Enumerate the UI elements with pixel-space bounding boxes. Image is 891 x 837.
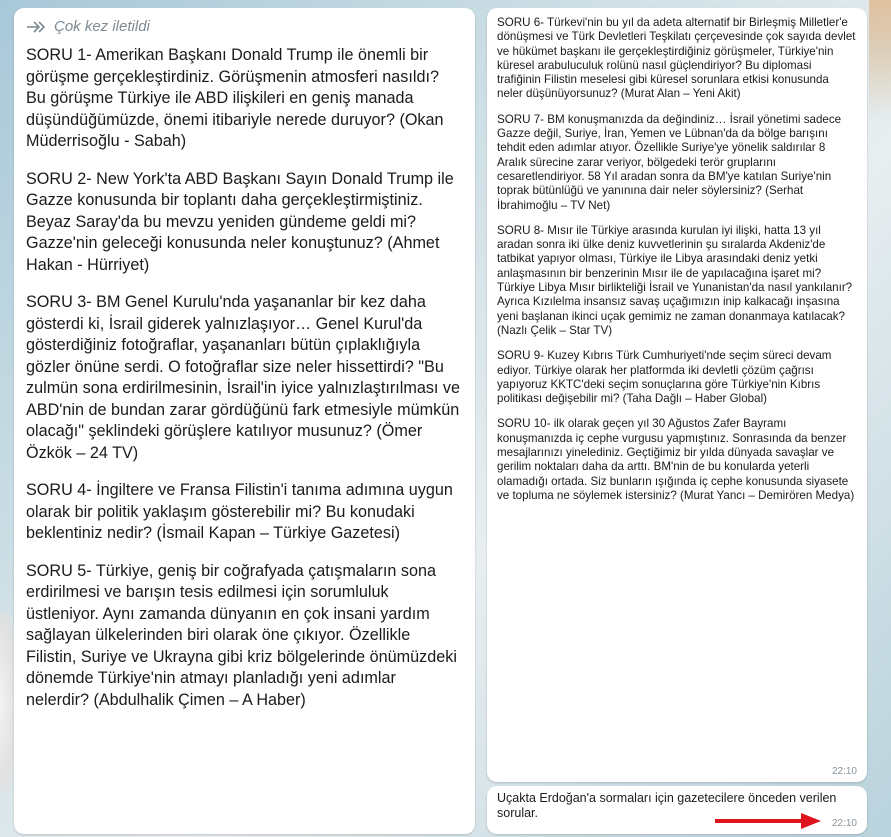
red-arrow-icon xyxy=(713,811,823,831)
message-bubble[interactable] xyxy=(487,8,867,782)
question-text: SORU 3- BM Genel Kurulu'nda yaşananlar bir kez daha gösterdi ki, İsrail giderek yalnızlaşıyor… Genel Kurul'da gösterdiğiniz fotoğraflar, yaşananları bütün çıplaklığıyla gözler önüne serdi. O fotoğraflar size neler hissettirdi? "Bu zulmün sona erdirilmesinin, İsrail'in iyice yalnızlaştırılması ve ABD'nin de bundan zarar gördüğünü fark etmesiyle mümkün olacağı" şeklindeki görüşlere katılıyor musunuz? (Ömer Özkök – 24 TV) xyxy=(26,293,461,462)
question-text: SORU 1- Amerikan Başkanı Donald Trump ile önemli bir görüşme gerçekleştirdiniz. Görüşmenin atmosferi nasıldı? Bu görüşme Türkiye ile ABD ilişkileri en geniş manada düşündüğümüzde, önemi itibariyle nerede duruyor? (Okan Müderrisoğlu - Sabah) xyxy=(26,46,444,150)
question-text: SORU 2- New York'ta ABD Başkanı Sayın Donald Trump ile Gazze konusunda bir toplantı daha gerçekleştirmiştiniz. Beyaz Saray'da bu mevzu yeniden gündeme geldi mi? Gazze'nin geleceği konusunda neler konuştunuz? (Ahmet Hakan - Hürriyet) xyxy=(26,169,454,274)
background-decoration xyxy=(869,0,891,120)
forwarded-header xyxy=(26,18,463,35)
caption-text: Uçakta Erdoğan'a sormaları için gazetecilere önceden verilen sorular. xyxy=(497,791,837,820)
question-text: SORU 4- İngiltere ve Fransa Filistin'i tanıma adımına uygun olarak bir politik yaklaşım gösterebilir mi? Bu konudaki beklentiniz nedir? (İsmail Kapan – Türkiye Gazetesi) xyxy=(26,481,453,542)
message-timestamp: 22:10 xyxy=(831,766,857,777)
question-text: SORU 9- Kuzey Kıbrıs Türk Cumhuriyeti'nde seçim süreci devam ediyor. Türkiye olarak her platformda iki devletli çözüm çağrısı yapıyoruz KKTC'deki seçim sonuçlarına göre Türkiye'nin Kıbrıs politikası değişebilir mi? (Taha Dağlı – Haber Global) xyxy=(497,349,832,406)
forwarded-message-bubble[interactable] xyxy=(14,8,475,834)
question-text: SORU 10- ilk olarak geçen yıl 30 Ağustos Zafer Bayramı konuşmanızda iç cephe vurgusu yapmıştınız. Sonrasında da benzer mesajlarınızı yinelediniz. Geçtiğimiz bir yılda dünyada savaşlar ve gerilim noktaları daha da arttı. BM'nin de bu konularda yeterli olamadığı ortada. Siz bunların ışığında iç cephe konusunda siyasete ve topluma ne söylemek istersiniz? (Murat Yancı – Demirören Medya) xyxy=(497,417,855,502)
forwarded-label: Çok kez iletildi xyxy=(54,18,150,35)
question-text: SORU 7- BM konuşmanızda da değindiniz… İsrail yönetimi sadece Gazze değil, Suriye, İran, Yemen ve Lübnan'da da bölge barışını tehdit eden adımlar atıyor. Özellikle Suriye'ye yönelik saldırılar 8 Aralık sürecine zarar veriyor, bölgedeki terör gruplarını cesaretlendiriyor. 58 Yıl aradan sonra da BM'ye katılan Suriye'nin toprak bütünlüğü ve yanınına dair neler söylersiniz? (Serhat İbrahimoğlu – TV Net) xyxy=(497,112,842,212)
message-timestamp: 22:10 xyxy=(831,818,857,829)
forward-icon xyxy=(26,20,48,34)
question-text: SORU 8- Mısır ile Türkiye arasında kurulan iyi ilişki, hatta 13 yıl aradan sonra iki ülke deniz kuvvetlerinin şu sıralarda Akdeniz'de tatbikat yapıyor olması, Türkiye ile Libya arasındaki deniz yetki anlaşmasının bir benzerinin Mısır ile de yapılacağına işaret mi? Türkiye Libya Mısır birlikteliği İsrail ve Yunanistan'da nasıl yankılanır? Ayrıca Kızılelma insansız savaş uçağımızın inip kalkacağı inşasına yeni başlanan ikinci uçak gemimiz ne zaman donanmaya katılacak? (Nazlı Çelik – Star TV) xyxy=(497,223,853,337)
question-text: SORU 6- Türkevi'nin bu yıl da adeta alternatif bir Birleşmiş Milletler'e dönüşmesi ve Türk Devletleri Teşkilatı çerçevesinde çok sayıda devlet ve hükümet başkanı ile gerçekleştirdiğiniz görüşmeler, Türkiye'nin küresel arabuluculuk rolünü nasıl güçlendiriyor? Bu diplomasi trafiğinin Filistin meselesi gibi küresel sorunlara etkisi konusunda neler düşünüyorsunuz? (Murat Alan – Yeni Akit) xyxy=(497,16,856,101)
question-text: SORU 5- Türkiye, geniş bir coğrafyada çatışmaların sona erdirilmesi ve barışın tesis edilmesi için sorumluluk üstleniyor. Aynı zamanda dünyanın en çok insani yardım sağlayan ülkelerinden biri olarak öne çıkıyor. Özellikle Filistin, Suriye ve Ukrayna gibi kriz bölgelerinde önümüzdeki dönemde Türkiye'nin atmayı planladığı yeni adımlar nelerdir? (Abdulhalik Çimen – A Haber) xyxy=(26,561,457,709)
